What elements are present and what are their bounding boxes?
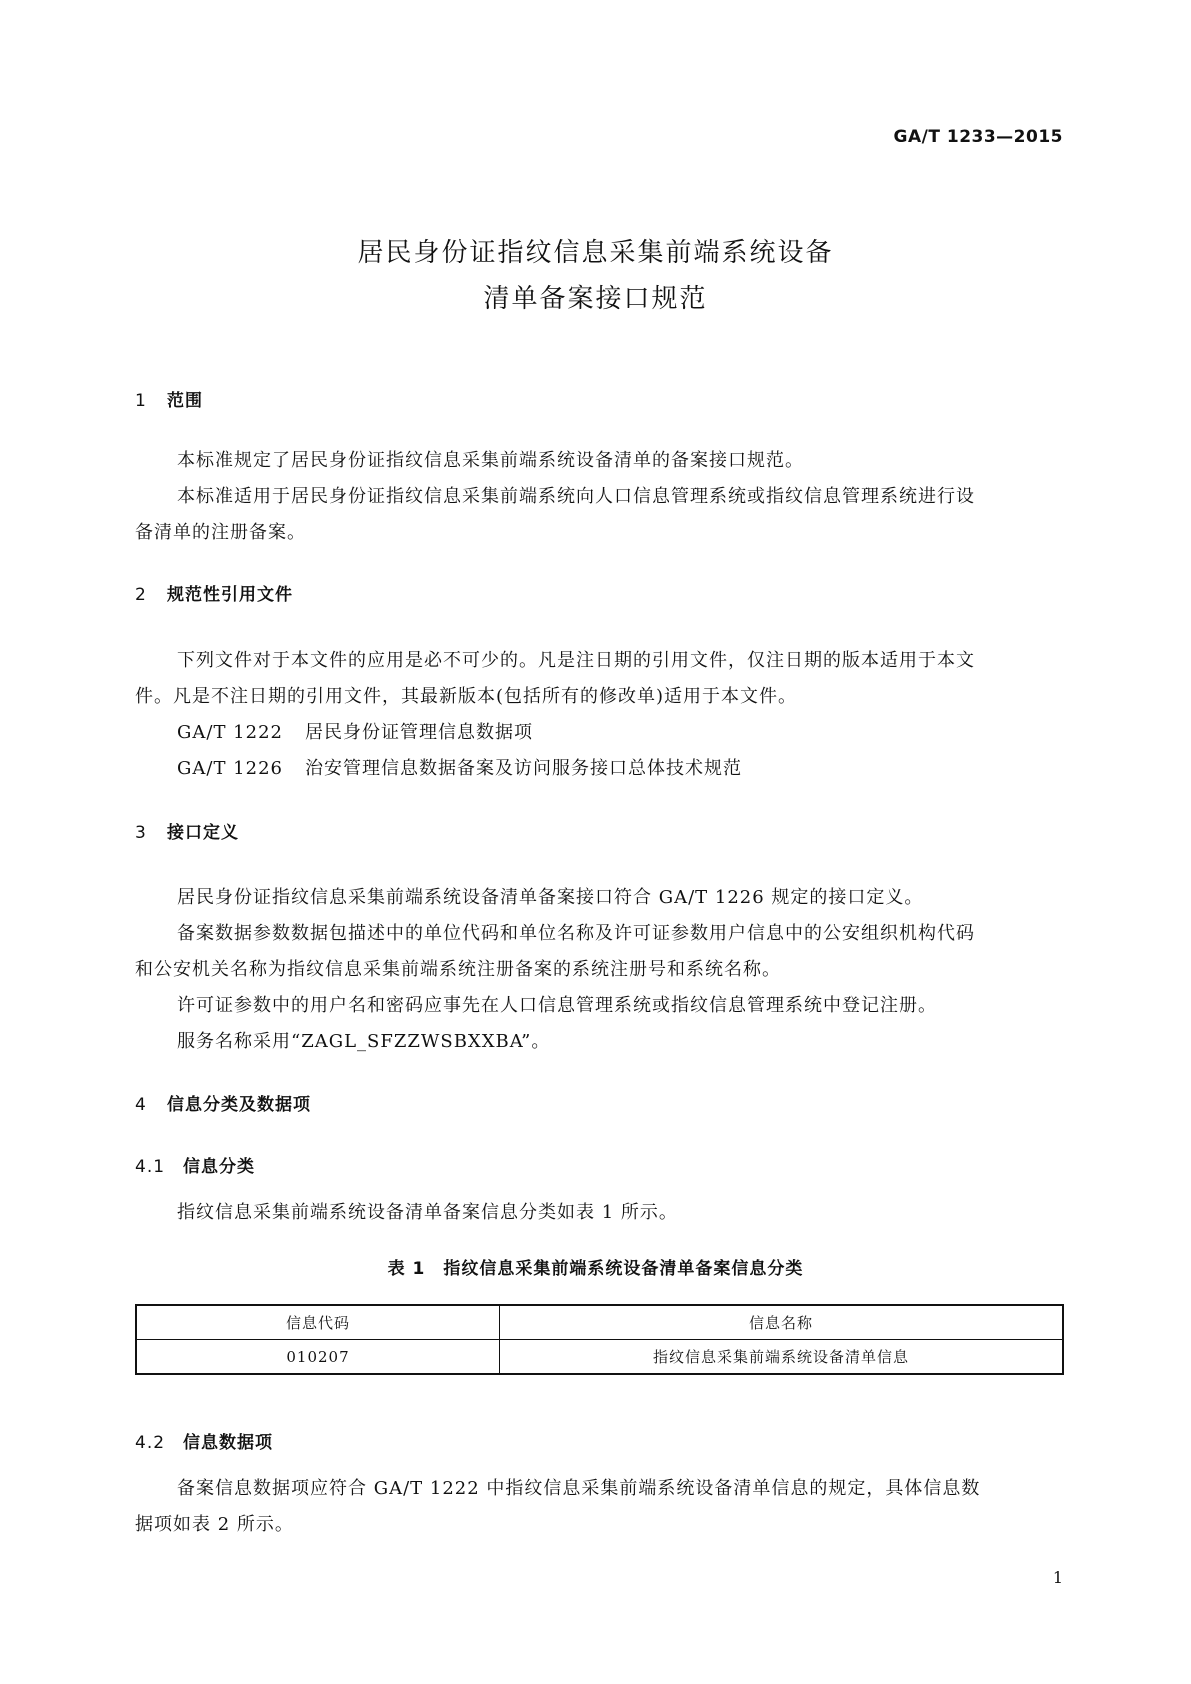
section-1-heading bbox=[135, 386, 203, 411]
table-header-cell: 信息代码 bbox=[136, 1305, 500, 1340]
paragraph: 指纹信息采集前端系统设备清单备案信息分类如表 1 所示。 bbox=[177, 1202, 678, 1223]
section-title: 信息分类及数据项 bbox=[167, 1095, 311, 1115]
normative-reference bbox=[177, 718, 533, 744]
paragraph: 许可证参数中的用户名和密码应事先在人口信息管理系统或指纹信息管理系统中登记注册。 bbox=[177, 995, 937, 1016]
table-row bbox=[136, 1340, 1063, 1375]
paragraph: 下列文件对于本文件的应用是必不可少的。凡是注日期的引用文件，仅注日期的版本适用于本文 bbox=[177, 650, 975, 671]
section-number: 4 bbox=[135, 1095, 147, 1115]
section-title: 信息数据项 bbox=[183, 1433, 273, 1453]
table-header-row bbox=[136, 1305, 1063, 1340]
section-number: 2 bbox=[135, 585, 147, 605]
paragraph: 本标准适用于居民身份证指纹信息采集前端系统向人口信息管理系统或指纹信息管理系统进行设 bbox=[177, 486, 975, 507]
paragraph-continuation: 据项如表 2 所示。 bbox=[135, 1514, 294, 1535]
paragraph: 居民身份证指纹信息采集前端系统设备清单备案接口符合 GA/T 1226 规定的接口定义。 bbox=[177, 887, 924, 908]
paragraph-continuation: 件。凡是不注日期的引用文件，其最新版本(包括所有的修改单)适用于本文件。 bbox=[135, 686, 798, 707]
standard-number: GA/T 1233—2015 bbox=[893, 127, 1063, 147]
paragraph-continuation: 和公安机关名称为指纹信息采集前端系统注册备案的系统注册号和系统名称。 bbox=[135, 959, 781, 980]
section-4-1-heading bbox=[135, 1152, 255, 1177]
table-header-cell: 信息名称 bbox=[500, 1305, 1064, 1340]
document-title-line1: 居民身份证指纹信息采集前端系统设备 bbox=[357, 238, 834, 268]
reference-code: GA/T 1222 bbox=[177, 722, 283, 743]
paragraph: 本标准规定了居民身份证指纹信息采集前端系统设备清单的备案接口规范。 bbox=[177, 450, 804, 471]
page-number: 1 bbox=[1052, 1568, 1063, 1587]
paragraph-continuation: 备清单的注册备案。 bbox=[135, 522, 306, 543]
table-cell: 指纹信息采集前端系统设备清单信息 bbox=[500, 1340, 1064, 1375]
table-cell: 010207 bbox=[136, 1340, 500, 1375]
reference-title: 治安管理信息数据备案及访问服务接口总体技术规范 bbox=[305, 758, 742, 779]
paragraph: 备案数据参数数据包描述中的单位代码和单位名称及许可证参数用户信息中的公安组织机构代码 bbox=[177, 923, 975, 944]
section-4-2-heading bbox=[135, 1428, 273, 1453]
paragraph: 服务名称采用“ZAGL_SFZZWSBXXBA”。 bbox=[177, 1031, 551, 1052]
document-title-line2: 清单备案接口规范 bbox=[483, 284, 708, 314]
section-number: 4.1 bbox=[135, 1157, 166, 1177]
reference-code: GA/T 1226 bbox=[177, 758, 283, 779]
normative-reference bbox=[177, 754, 742, 780]
section-number: 1 bbox=[135, 391, 147, 411]
paragraph: 备案信息数据项应符合 GA/T 1222 中指纹信息采集前端系统设备清单信息的规定，具体信息数 bbox=[177, 1478, 981, 1499]
section-title: 规范性引用文件 bbox=[167, 585, 293, 605]
section-3-heading bbox=[135, 818, 239, 843]
section-title: 范围 bbox=[167, 391, 203, 411]
info-classification-table bbox=[135, 1304, 1064, 1375]
section-title: 信息分类 bbox=[183, 1157, 255, 1177]
section-4-heading bbox=[135, 1090, 311, 1115]
section-2-heading bbox=[135, 580, 293, 605]
table-caption: 表 1 指纹信息采集前端系统设备清单备案信息分类 bbox=[387, 1259, 804, 1279]
section-number: 4.2 bbox=[135, 1433, 166, 1453]
reference-title: 居民身份证管理信息数据项 bbox=[305, 722, 533, 743]
section-number: 3 bbox=[135, 823, 147, 843]
section-title: 接口定义 bbox=[167, 823, 239, 843]
